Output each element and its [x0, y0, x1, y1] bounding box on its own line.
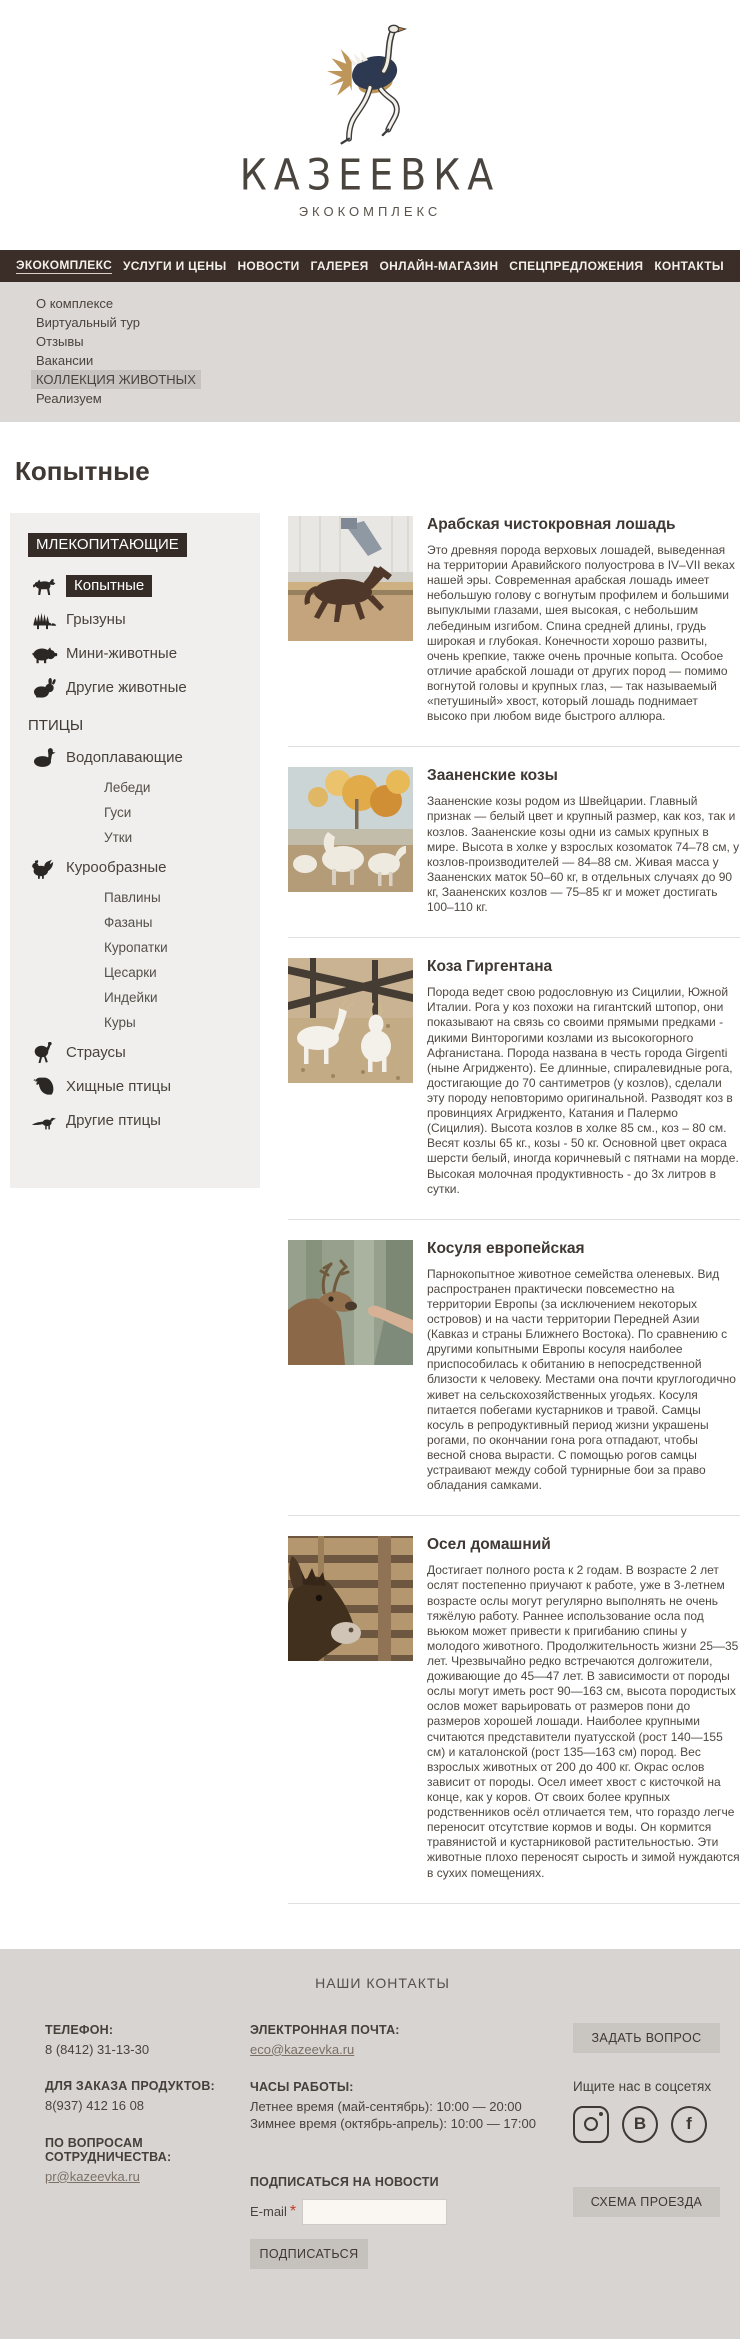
ask-question-button[interactable]: ЗАДАТЬ ВОПРОС: [573, 2023, 720, 2053]
animal-name: Коза Гиргентана: [427, 958, 553, 976]
sidebar-label-ungulates: Копытные: [66, 575, 152, 597]
footer-actions-column: [573, 2023, 720, 2269]
subscribe-title: ПОДПИСАТЬСЯ НА НОВОСТИ: [250, 2174, 439, 2189]
footer-contacts-column: [45, 2023, 250, 2269]
sidebar-item-rodents[interactable]: [28, 608, 260, 631]
long-tailed-bird-icon: [28, 1111, 60, 1131]
horse-icon: [28, 576, 60, 596]
sidebar-subitem-partridges[interactable]: Куропатки: [104, 940, 168, 955]
nav-item-gallery[interactable]: ГАЛЕРЕЯ: [310, 259, 369, 273]
nav-item-offers[interactable]: СПЕЦПРЕДЛОЖЕНИЯ: [509, 259, 644, 273]
order-phone-number: 8(937) 412 16 08: [45, 2098, 145, 2114]
sidebar-item-other-animals[interactable]: [28, 676, 260, 699]
submenu-item-sales[interactable]: Реализуем: [36, 391, 102, 406]
main-nav: [0, 250, 740, 282]
subscribe-button[interactable]: ПОДПИСАТЬСЯ: [250, 2239, 368, 2269]
submenu-item-reviews[interactable]: Отзывы: [36, 334, 84, 349]
sidebar-label-rodents: Грызуны: [66, 611, 126, 628]
sidebar-label-waterfowl: Водоплавающие: [66, 749, 183, 766]
sidebar-item-waterfowl[interactable]: [28, 746, 260, 769]
animal-description: Парнокопытное животное семейства оленевых. Вид распространен практически повсеместно на территории Европы (за исключением некоторых островов) и на части территории Передней Азии (Кавказ и страны Ближнего Востока). По сравнению с другими копытными Европы косуля наиболее приспособилась к обитанию в непосредственной близости к человеку. Местами она почти круглогодично живет на сельскохозяйственных угодьях. Косуля питается побегами кустарников и травой. Самцы косуль в репродуктивный период жизни украшены рогами, по окончании гона рога отпадают, чтобы весной снова вырасти. С помощью рогов самцы устраивают между собой турнирные бои за право обладания самками.: [427, 1266, 736, 1493]
duck-icon: [28, 747, 60, 768]
arabian-horse-photo: [288, 516, 413, 641]
hen-icon: [28, 857, 60, 879]
content: [0, 513, 740, 1904]
sidebar-subitem-pheasants[interactable]: Фазаны: [104, 915, 153, 930]
animal-description: Это древняя порода верховых лошадей, выведенная на территории Аравийского полуострова в IV–VII веках нашей эры. Современная арабская лошадь имеет небольшую голову с вогнутым профилем и большими выпуклыми глазами, шея высокая, с небольшим лебединым изгибом. Спина средней длины, грудь широкая и глубокая. Конечности хорошо развиты, очень крепкие, также очень прочные копыта. Особое отличие арабской лошади от других пород — помимо вогнутой головы и крупных глаз, — так называемый «петушиный» хвост, который лошадь поднимает высоко при любом виде быстрого аллюра.: [427, 543, 735, 724]
email-label: ЭЛЕКТРОННАЯ ПОЧТА:: [250, 2022, 400, 2037]
porcupine-icon: [28, 610, 60, 630]
vk-icon[interactable]: В: [622, 2106, 658, 2143]
sidebar-subitem-ducks[interactable]: Утки: [104, 830, 133, 845]
nav-item-services[interactable]: УСЛУГИ И ЦЕНЫ: [122, 259, 227, 273]
sidebar-label-mini-animals: Мини-животные: [66, 645, 178, 662]
sidebar-item-mini-animals[interactable]: [28, 642, 260, 665]
submenu-item-about[interactable]: О комплексе: [36, 296, 114, 311]
instagram-icon[interactable]: [573, 2106, 609, 2143]
sidebar-item-ungulates[interactable]: [28, 574, 260, 597]
email-link[interactable]: eco@kazeevka.ru: [250, 2041, 355, 2057]
eagle-icon: [28, 1076, 60, 1097]
animal-name: Осел домашний: [427, 1536, 551, 1554]
animal-description: Зааненские козы родом из Швейцарии. Главный признак — белый цвет и крупный размер, как коз, так и козлов. Зааненские козы одни из самых крупных в мире. Высота в холке у взрослых козоматок 74–78 см, у козлов-производителей — 84–88 см. Живая масса у Зааненских маток 50–60 кг, в отдельных случаях до 90 кг, Зааненских козлов — 75–85 кг и может достигать 100–110 кг.: [427, 794, 740, 915]
order-phone-label: ДЛЯ ЗАКАЗА ПРОДУКТОВ:: [45, 2079, 215, 2094]
pig-icon: [28, 644, 60, 664]
nav-item-ecocomplex[interactable]: ЭКОКОМПЛЕКС: [16, 258, 113, 272]
sidebar-label-galliformes: Курообразные: [66, 859, 167, 876]
required-mark: *: [289, 2202, 297, 2220]
animal-entry-body: [427, 1240, 740, 1494]
animal-entry-body: [427, 516, 740, 724]
logo-title: КАЗЕЕВКА: [239, 150, 501, 200]
donkey-photo: [288, 1536, 413, 1661]
cooperation-label: ПО ВОПРОСАМ СОТРУДНИЧЕСТВА:: [45, 2135, 172, 2164]
sidebar-item-other-birds[interactable]: [28, 1109, 260, 1132]
sidebar-item-birds-of-prey[interactable]: [28, 1075, 260, 1098]
logo-subtitle: ЭКОКОМПЛЕКС: [298, 204, 442, 219]
map-button[interactable]: СХЕМА ПРОЕЗДА: [573, 2187, 720, 2217]
phone-label: ТЕЛЕФОН:: [45, 2022, 114, 2037]
sidebar-item-ostriches[interactable]: [28, 1041, 260, 1064]
footer-title: НАШИ КОНТАКТЫ: [315, 1974, 450, 1991]
hours-winter: Зимнее время (октябрь-апрель): 10:00 — 17:00: [250, 2116, 536, 2132]
animal-name: Косуля европейская: [427, 1239, 585, 1257]
sidebar-subitem-geese[interactable]: Гуси: [104, 805, 132, 820]
animal-entry-body: [427, 767, 740, 915]
sidebar-subitem-guinea-fowl[interactable]: Цесарки: [104, 965, 157, 980]
sidebar-label-birds-of-prey: Хищные птицы: [66, 1078, 172, 1095]
submenu-item-virtual-tour[interactable]: Виртуальный тур: [36, 315, 140, 330]
nav-item-news[interactable]: НОВОСТИ: [237, 259, 300, 273]
social-label: Ищите нас в соцсетях: [573, 2078, 712, 2094]
animal-categories-sidebar: [10, 513, 260, 1188]
sidebar-label-other-birds: Другие птицы: [66, 1112, 161, 1129]
ostrich-logo-icon: [295, 18, 445, 146]
site-header: [0, 0, 740, 250]
animal-entry-girgentana-goat: [288, 938, 740, 1220]
roe-deer-photo: [288, 1240, 413, 1365]
cooperation-email-link[interactable]: pr@kazeevka.ru: [45, 2168, 140, 2184]
nav-item-shop[interactable]: ОНЛАЙН-МАГАЗИН: [379, 259, 499, 273]
sidebar-header-birds: ПТИЦЫ: [28, 717, 84, 734]
animal-name: Зааненские козы: [427, 767, 558, 785]
animal-entry-saanen-goats: [288, 747, 740, 938]
hours-summer: Летнее время (май-сентябрь): 10:00 — 20:00: [250, 2098, 522, 2114]
girgentana-goat-photo: [288, 958, 413, 1083]
nav-item-contacts[interactable]: КОНТАКТЫ: [654, 259, 724, 273]
animal-list: [288, 513, 740, 1904]
sidebar-subitem-swans[interactable]: Лебеди: [104, 780, 151, 795]
animal-description: Порода ведет свою родословную из Сицилии, Южной Италии. Рога у коз похожи на гигантский штопор, они показывают на связь со своими прямыми предками - дикими Винторогими козлами из высокогорного Афганистана. Порода названа в честь города Girgenti (ныне Агридженто). Ее длинные, спиралевидные рога, достигающие до 70 сантиметров (у козлов), сделали эту породу неповторимо оригинальной. Разводят коз в провинциях Агридженто, Катания и Палермо (Сицилия). Высота козлов в холке 85 см., коз – 80 см. Весят козлы 65 кг., козы - 50 кг. Основной цвет окраса шерсти белый, иногда коричневый с пятнами на морде. Высокая молочная продуктивность - до 3х литров в сутки.: [427, 985, 739, 1196]
animal-entry-arabian-horse: [288, 513, 740, 747]
animal-entry-body: [427, 958, 740, 1197]
sidebar-subitem-chickens[interactable]: Куры: [104, 1015, 136, 1030]
sidebar-subitem-peacocks[interactable]: Павлины: [104, 890, 161, 905]
saanen-goats-photo: [288, 767, 413, 892]
page-title: Копытные: [15, 456, 150, 486]
facebook-icon[interactable]: f: [671, 2106, 707, 2143]
animal-description: Достигает полного роста к 2 годам. В возрасте 2 лет ослят постепенно приучают к работе, уже в 3-летнем возрасте ослы могут регулярно выполнять не очень тяжёлую работу. Раннее использование осла под вьюком может привести к пригибанию спины у молодого животного. Продолжительность жизни 25—35 лет. Чрезвычайно редко встречаются долгожители, доживающие до 45—47 лет. В зависимости от породы ослы могут иметь рост 90—163 см, высота породистых ослов может варьировать от размеров пони до размеров хорошей лошади. Наиболее крупными считаются представители пуатусской (рост 140—155 см) и каталонской (рост 135—163 см) пород. Вес взрослых животных от 200 до 400 кг. Окрас ослов зависит от породы. Осел имеет хвост с кисточкой на конце, как у коров. От своих более крупных родственников осёл отличается тем, что гораздо легче переносит отсутствие кормов и воды. Он кормится травянистой и кустарниковой растительностью. Эти животные плохо переносят сырость и зимой нуждаются в сухих помещениях.: [427, 1563, 740, 1880]
site-footer: [0, 1949, 740, 2339]
sidebar-item-galliformes[interactable]: [28, 856, 260, 879]
footer-info-column: [250, 2023, 573, 2269]
animal-entry-body: [427, 1536, 740, 1880]
sidebar-subitem-turkeys[interactable]: Индейки: [104, 990, 158, 1005]
submenu: [0, 282, 740, 422]
subscribe-email-input[interactable]: [302, 2199, 447, 2225]
sidebar-label-ostriches: Страусы: [66, 1044, 126, 1061]
sidebar-header-mammals: МЛЕКОПИТАЮЩИЕ: [28, 533, 187, 557]
submenu-item-vacancies[interactable]: Вакансии: [36, 353, 94, 368]
email-field-label: E-mail: [250, 2204, 287, 2220]
animal-entry-roe-deer: [288, 1220, 740, 1517]
animal-name: Арабская чистокровная лошадь: [427, 516, 676, 533]
rabbit-icon: [28, 677, 60, 698]
social-icons: [573, 2106, 720, 2143]
ostrich-icon: [28, 1042, 60, 1064]
phone-number: 8 (8412) 31-13-30: [45, 2041, 150, 2057]
submenu-item-animal-collection[interactable]: КОЛЛЕКЦИЯ ЖИВОТНЫХ: [31, 370, 201, 389]
subscribe-block: [250, 2175, 573, 2269]
sidebar-label-other-animals: Другие животные: [66, 679, 187, 696]
hours-label: ЧАСЫ РАБОТЫ:: [250, 2079, 354, 2094]
animal-entry-donkey: [288, 1516, 740, 1903]
